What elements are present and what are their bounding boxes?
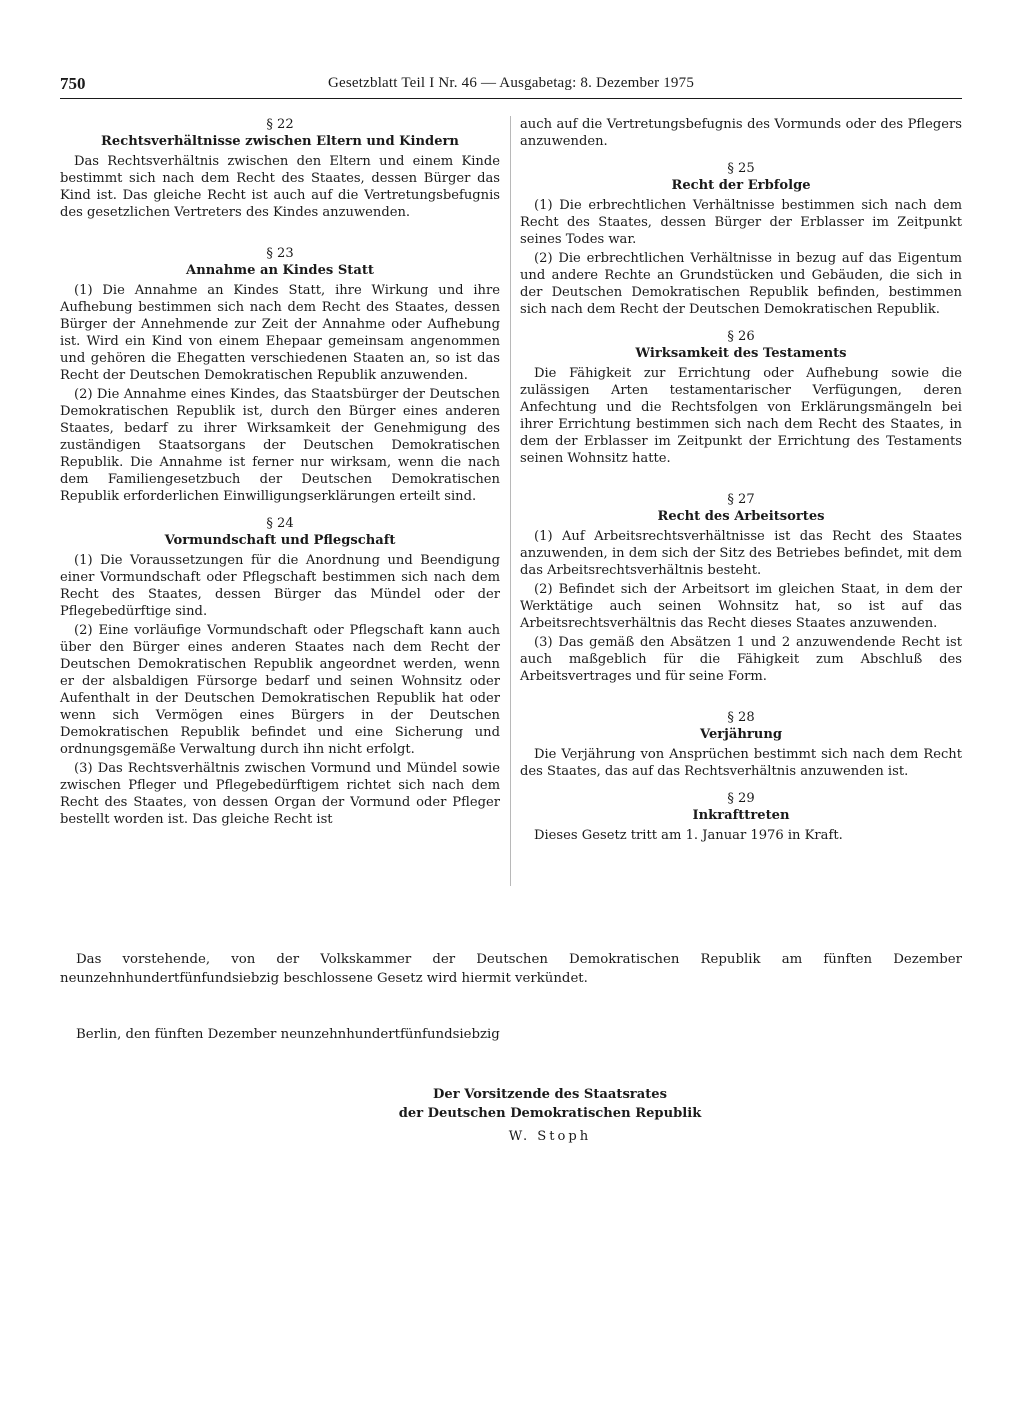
place-and-date: Berlin, den fünften Dezember neunzehnhundertfünfundsiebzig <box>76 1027 500 1042</box>
section-23-number: § 23 <box>266 246 294 261</box>
section-25-title: Recht der Erbfolge <box>671 178 811 193</box>
section-22-title: Rechtsverhältnisse zwischen Eltern und Kindern <box>101 134 459 149</box>
proclamation-block <box>60 950 962 988</box>
signature-office-line-1: Der Vorsitzende des Staatsrates <box>433 1087 667 1102</box>
section-28-title: Verjährung <box>699 727 783 742</box>
signature-office-line-2: der Deutschen Demokratischen Republik <box>398 1106 702 1121</box>
running-head: Gesetzblatt Teil I Nr. 46 — Ausgabetag: 8. Dezember 1975 <box>327 75 695 91</box>
section-26-number: § 26 <box>727 329 755 344</box>
section-27-paragraph-2: (2) Befindet sich der Arbeitsort im gleichen Staat, in dem der Werktätige auch seinen Wohnsitz hat, so ist auf das Arbeitsrechtsverhältnis das Recht dieses Staates anzuwenden. <box>520 582 962 631</box>
proclamation-text: Das vorstehende, von der Volkskammer der Deutschen Demokratischen Republik am fünften Dezember neunzehnhundertfünfundsiebzig beschlossene Gesetz wird hiermit verkündet. <box>60 952 962 986</box>
section-24-continuation: auch auf die Vertretungsbefugnis des Vormunds oder des Pflegers anzuwenden. <box>520 117 962 149</box>
column-divider <box>510 116 511 886</box>
signature-block <box>300 1085 800 1146</box>
section-27-paragraph-3: (3) Das gemäß den Absätzen 1 und 2 anzuwendende Recht ist auch maßgeblich für die Fähigkeit zum Abschluß des Arbeitsvertrages und für seine Form. <box>520 635 962 684</box>
section-29-number: § 29 <box>727 791 755 806</box>
section-22-number: § 22 <box>266 117 294 132</box>
section-23-paragraph-2: (2) Die Annahme eines Kindes, das Staatsbürger der Deutschen Demokratischen Republik ist, durch den Bürger eines anderen Staates, bedarf zu ihrer Wirksamkeit der Genehmigung des zuständigen Staatsorgans der Deutschen Demokratischen Republik. Die Annahme ist ferner nur wirksam, wenn die nach dem Familiengesetzbuch der Deutschen Demokratischen Republik erforderlichen Einwilligungserklärungen erteilt sind. <box>60 387 500 504</box>
page-number: 750 <box>60 74 86 93</box>
section-26-paragraph: Die Fähigkeit zur Errichtung oder Aufhebung sowie die zulässigen Arten testamentarischer Verfügungen, deren Anfechtung und die Rechtsfolgen von Erklärungsmängeln bei ihrer Errichtung bestimmen sich nach dem Recht des Staates, in dem der Erblasser im Zeitpunkt der Errichtung des Testaments seinen Wohnsitz hatte. <box>520 366 962 466</box>
section-24-number: § 24 <box>266 516 294 531</box>
section-28-number: § 28 <box>727 710 755 725</box>
section-29-paragraph: Dieses Gesetz tritt am 1. Januar 1976 in Kraft. <box>534 828 843 843</box>
section-24-title: Vormundschaft und Pflegschaft <box>164 533 396 548</box>
left-column <box>60 116 500 830</box>
section-27-title: Recht des Arbeitsortes <box>657 509 825 524</box>
page-header <box>60 74 962 99</box>
section-29-title: Inkrafttreten <box>692 808 790 823</box>
section-28-paragraph: Die Verjährung von Ansprüchen bestimmt sich nach dem Recht des Staates, das auf das Rechtsverhältnis anzuwenden ist. <box>520 747 962 779</box>
section-27-paragraph-1: (1) Auf Arbeitsrechtsverhältnisse ist das Recht des Staates anzuwenden, in dem sich der Sitz des Betriebes befindet, mit dem das Arbeitsrechtsverhältnis besteht. <box>520 529 962 578</box>
section-25-paragraph-1: (1) Die erbrechtlichen Verhältnisse bestimmen sich nach dem Recht des Staates, dessen Bürger der Erblasser im Zeitpunkt seines Todes war. <box>520 198 962 247</box>
section-22-paragraph: Das Rechtsverhältnis zwischen den Eltern und einem Kinde bestimmt sich nach dem Recht des Staates, dessen Bürger das Kind ist. Das gleiche Recht ist auch auf die Vertretungsbefugnis des gesetzlichen Vertreters des Kindes anzuwenden. <box>60 154 500 220</box>
section-24-paragraph-2: (2) Eine vorläufige Vormundschaft oder Pflegschaft kann auch über den Bürger eines anderen Staates nach dem Recht der Deutschen Demokratischen Republik angeordnet werden, wenn er der alsbaldigen Fürsorge bedarf und seinen Wohnsitz oder Aufenthalt in der Deutschen Demokratischen Republik hat oder wenn sich Vermögen eines Bürgers in der Deutschen Demokratischen Republik befindet und eine Sicherung und ordnungsgemäße Verwaltung durch ihn nicht erfolgt. <box>60 623 500 757</box>
signer-name: W. Stoph <box>508 1129 592 1144</box>
section-25-paragraph-2: (2) Die erbrechtlichen Verhältnisse in bezug auf das Eigentum und andere Rechte an Grundstücken und Gebäuden, die sich in der Deutschen Demokratischen Republik befinden, bestimmen sich nach dem Recht der Deutschen Demokratischen Republik. <box>520 251 962 317</box>
right-column <box>520 116 962 846</box>
section-24-paragraph-1: (1) Die Voraussetzungen für die Anordnung und Beendigung einer Vormundschaft oder Pflegschaft bestimmen sich nach dem Recht des Staates, dessen Bürger das Mündel oder der Pflegebedürftige sind. <box>60 553 500 619</box>
section-26-title: Wirksamkeit des Testaments <box>635 346 847 361</box>
section-24-paragraph-3: (3) Das Rechtsverhältnis zwischen Vormund und Mündel sowie zwischen Pfleger und Pflegebedürftigem richtet sich nach dem Recht des Staates, von dessen Organ der Vormund oder Pfleger bestellt worden ist. Das gleiche Recht ist <box>60 761 500 827</box>
section-27-number: § 27 <box>727 492 755 507</box>
section-25-number: § 25 <box>727 161 755 176</box>
section-23-paragraph-1: (1) Die Annahme an Kindes Statt, ihre Wirkung und ihre Aufhebung bestimmen sich nach dem Recht des Staates, dessen Bürger der Annehmende zur Zeit der Annahme oder Aufhebung ist. Wird ein Kind von einem Ehepaar gemeinsam angenommen und gehören die Ehegatten verschiedenen Staaten an, so ist das Recht der Deutschen Demokratischen Republik anzuwenden. <box>60 283 500 383</box>
section-23-title: Annahme an Kindes Statt <box>186 263 374 278</box>
